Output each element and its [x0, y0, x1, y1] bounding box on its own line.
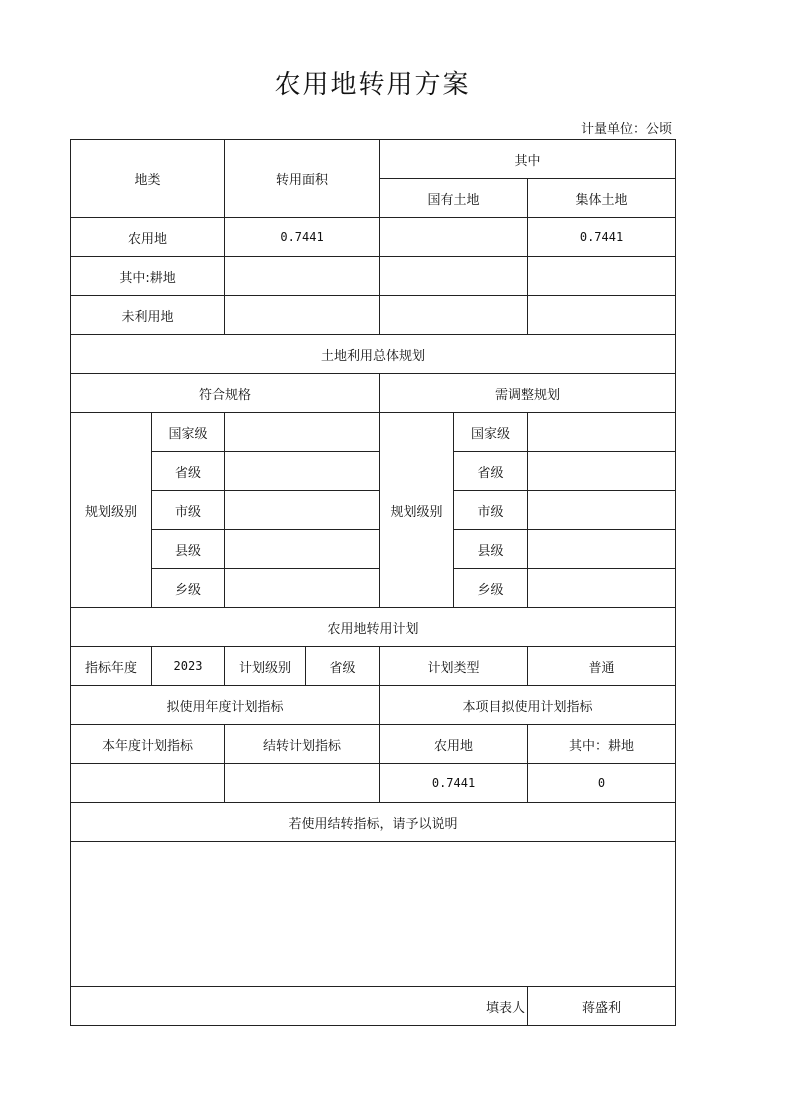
farmland-state — [380, 218, 528, 257]
conform-level-county: 县级 — [152, 530, 225, 569]
conform-level-county-value — [225, 530, 380, 569]
this-year-indicator-header: 本年度计划指标 — [71, 725, 225, 764]
adjust-level-county: 县级 — [454, 530, 528, 569]
conform-level-province: 省级 — [152, 452, 225, 491]
table-row — [71, 296, 676, 335]
plan-type-value: 普通 — [528, 647, 676, 686]
filler-name: 蒋盛利 — [528, 987, 676, 1026]
indicator-year-value: 2023 — [152, 647, 225, 686]
section-conversion-plan: 农用地转用计划 — [71, 608, 676, 647]
conform-level-township: 乡级 — [152, 569, 225, 608]
plan-level-label: 计划级别 — [225, 647, 306, 686]
cultivated-collective — [528, 257, 676, 296]
section-land-planning: 土地利用总体规划 — [71, 335, 676, 374]
conform-level-national: 国家级 — [152, 413, 225, 452]
row-label-farmland: 农用地 — [71, 218, 225, 257]
adjust-level-city: 市级 — [454, 491, 528, 530]
project-cultivated-value: 0 — [528, 764, 676, 803]
adjust-level-township: 乡级 — [454, 569, 528, 608]
table-row — [71, 218, 676, 257]
conform-header: 符合规格 — [71, 374, 380, 413]
header-collective-land: 集体土地 — [528, 179, 676, 218]
farmland-area: 0.7441 — [225, 218, 380, 257]
project-farmland-value: 0.7441 — [380, 764, 528, 803]
header-converted-area: 转用面积 — [225, 140, 380, 218]
explanation-body — [71, 842, 676, 987]
header-land-type: 地类 — [71, 140, 225, 218]
project-farmland-header: 农用地 — [380, 725, 528, 764]
row-label-cultivated: 其中:耕地 — [71, 257, 225, 296]
adjust-level-national: 国家级 — [454, 413, 528, 452]
this-year-indicator-value — [71, 764, 225, 803]
farmland-collective: 0.7441 — [528, 218, 676, 257]
cultivated-area — [225, 257, 380, 296]
adjust-level-county-value — [528, 530, 676, 569]
document-title: 农用地转用方案 — [274, 70, 471, 100]
unit-label: 计量单位：公顷 — [580, 122, 672, 137]
adjust-level-national-value — [528, 413, 676, 452]
indicator-year-label: 指标年度 — [71, 647, 152, 686]
filler-label: 填表人 — [71, 987, 528, 1026]
adjust-level-province-value — [528, 452, 676, 491]
conform-level-city: 市级 — [152, 491, 225, 530]
plan-type-label: 计划类型 — [380, 647, 528, 686]
conversion-table — [70, 139, 676, 1026]
plan-level-value: 省级 — [306, 647, 380, 686]
adjust-header: 需调整规划 — [380, 374, 676, 413]
cultivated-state — [380, 257, 528, 296]
project-cultivated-header: 其中：耕地 — [528, 725, 676, 764]
adjust-level-township-value — [528, 569, 676, 608]
header-state-land: 国有土地 — [380, 179, 528, 218]
planned-annual-header: 拟使用年度计划指标 — [71, 686, 380, 725]
carried-over-indicator-header: 结转计划指标 — [225, 725, 380, 764]
conform-level-national-value — [225, 413, 380, 452]
unused-state — [380, 296, 528, 335]
project-planned-header: 本项目拟使用计划指标 — [380, 686, 676, 725]
carried-over-indicator-value — [225, 764, 380, 803]
conform-level-label: 规划级别 — [71, 413, 152, 608]
conform-level-city-value — [225, 491, 380, 530]
explanation-title: 若使用结转指标，请予以说明 — [71, 803, 676, 842]
unused-area — [225, 296, 380, 335]
conform-level-township-value — [225, 569, 380, 608]
adjust-level-province: 省级 — [454, 452, 528, 491]
row-label-unused: 未利用地 — [71, 296, 225, 335]
adjust-level-label: 规划级别 — [380, 413, 454, 608]
table-row — [71, 257, 676, 296]
conform-level-province-value — [225, 452, 380, 491]
adjust-level-city-value — [528, 491, 676, 530]
header-among: 其中 — [380, 140, 676, 179]
unused-collective — [528, 296, 676, 335]
